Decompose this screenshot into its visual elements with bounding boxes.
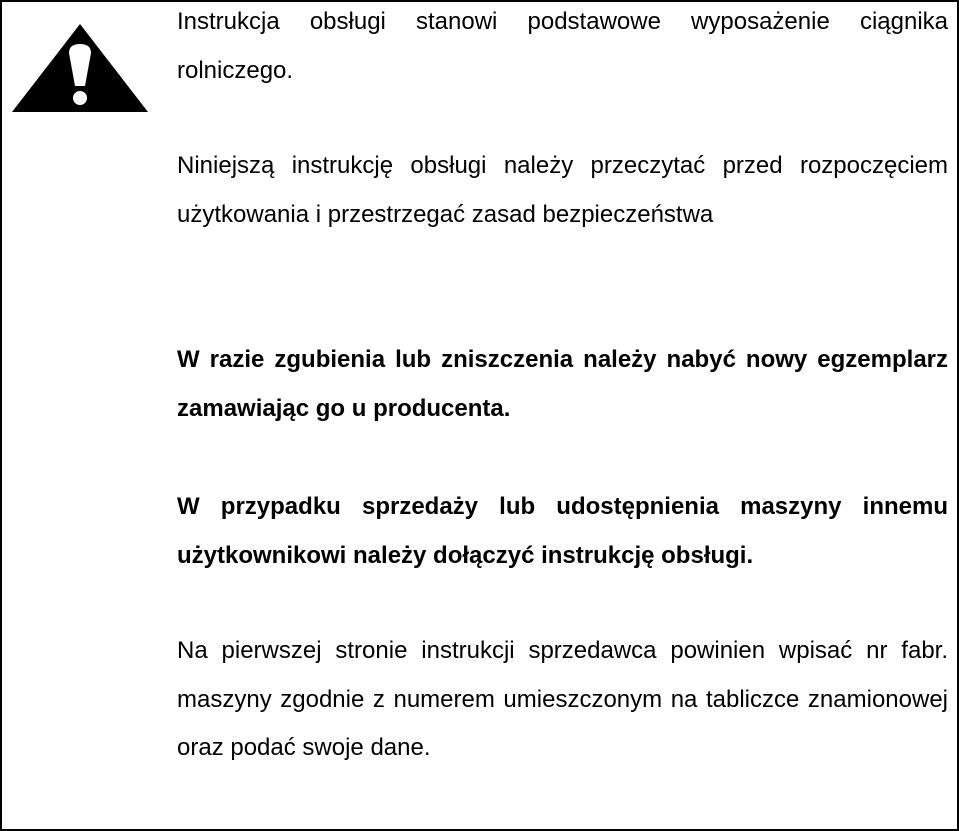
exclamation-warning-triangle-icon bbox=[12, 22, 149, 114]
paragraph-serial-number: Na pierwszej stronie instrukcji sprzedawca powinien wpisać nr fabr. maszyny zgodnie z numerem umieszczonym na tabliczce znamionowej oraz podać swoje dane. bbox=[177, 637, 948, 761]
paragraph-equipment: Instrukcja obsługi stanowi podstawowe wyposażenie ciągnika rolniczego. bbox=[177, 8, 948, 84]
paragraph-sale-transfer: W przypadku sprzedaży lub udostępnienia maszyny innemu użytkownikowi należy dołączyć instrukcję obsługi. bbox=[177, 493, 948, 569]
paragraph-read-instructions: Niniejszą instrukcję obsługi należy przeczytać przed rozpoczęciem użytkowania i przestrzegać zasad bezpieczeństwa bbox=[177, 152, 948, 228]
paragraph-lost-copy: W razie zgubienia lub zniszczenia należy nabyć nowy egzemplarz zamawiając go u producenta. bbox=[177, 346, 948, 422]
